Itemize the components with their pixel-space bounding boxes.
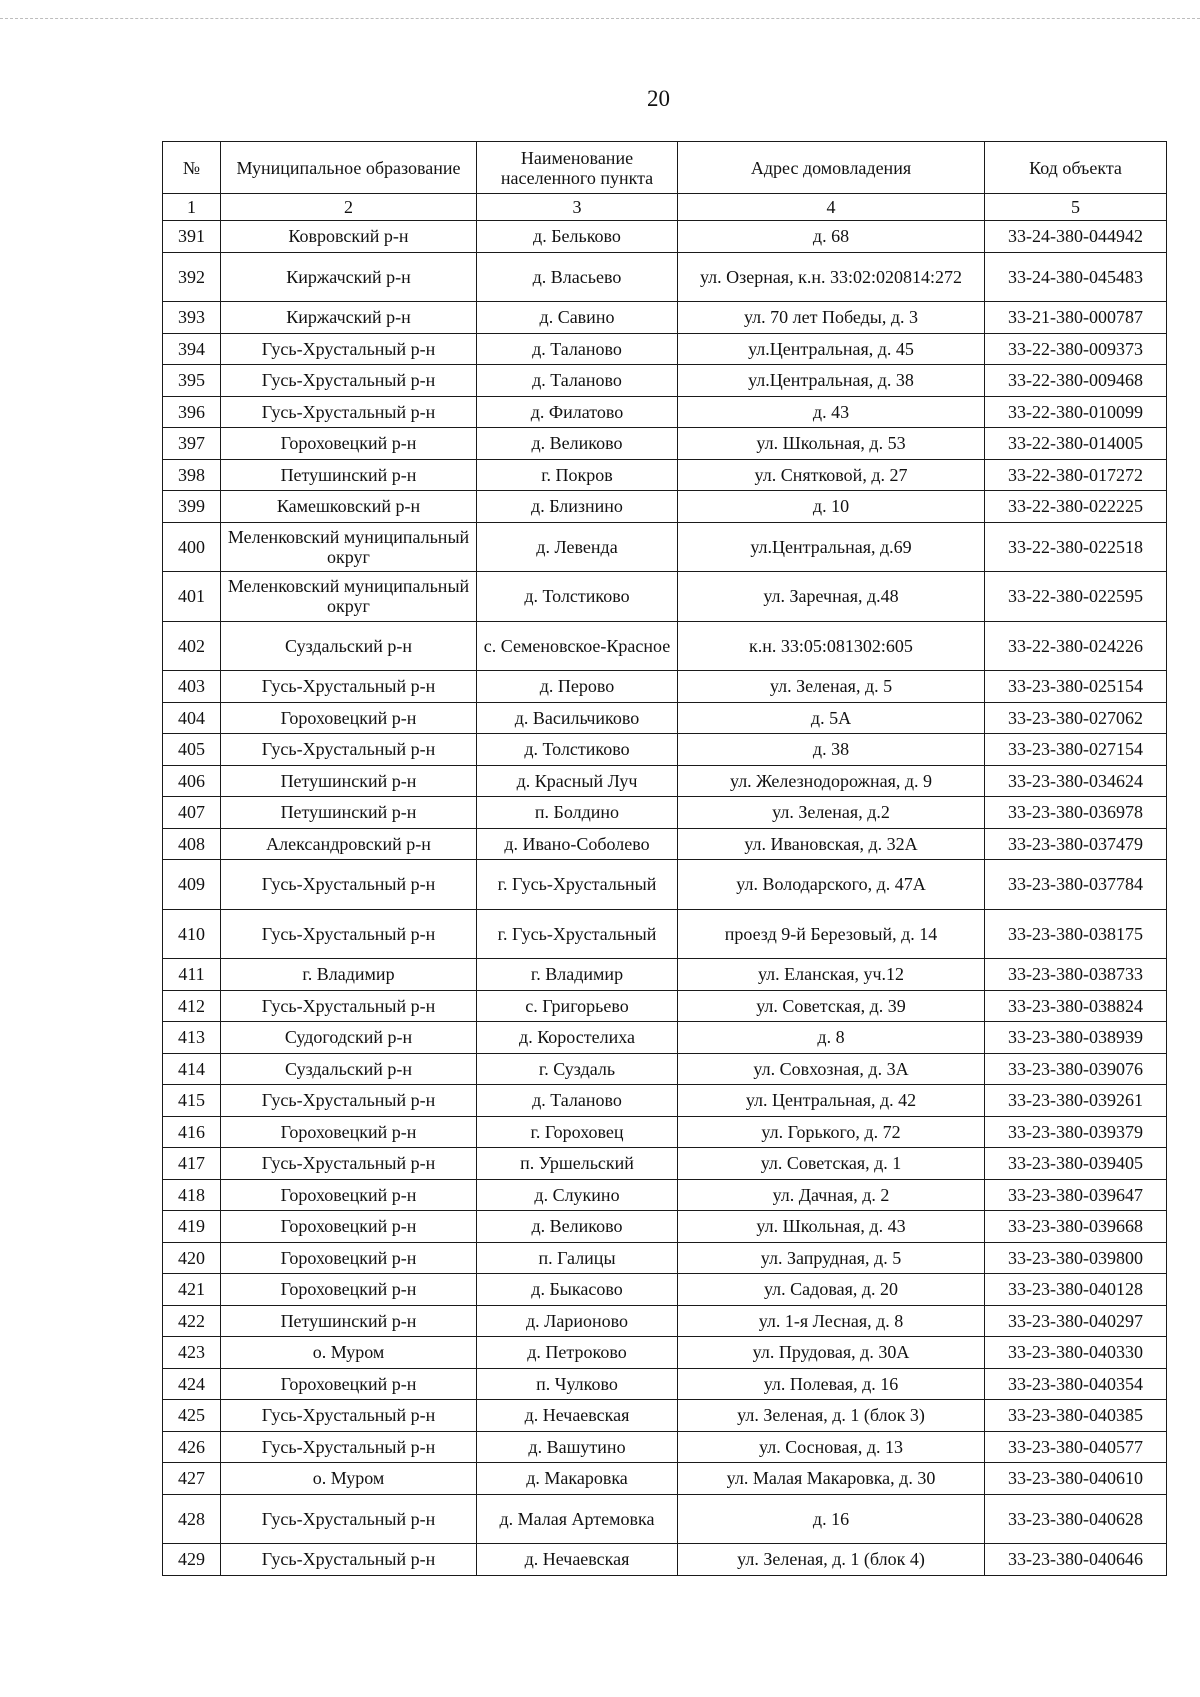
cell-municipality: Гусь-Хрустальный р-н <box>221 333 477 365</box>
cell-municipality: Меленковский муниципальный округ <box>221 572 477 622</box>
table-row <box>163 1274 1167 1306</box>
cell-code: 33-23-380-027062 <box>985 702 1167 734</box>
cell-code: 33-23-380-036978 <box>985 797 1167 829</box>
cell-municipality: Гороховецкий р-н <box>221 1179 477 1211</box>
cell-settlement: с. Семеновское-Красное <box>477 621 678 671</box>
cell-address: ул. Ивановская, д. 32А <box>678 828 985 860</box>
cell-settlement: д. Красный Луч <box>477 765 678 797</box>
cell-number: 419 <box>163 1211 221 1243</box>
cell-address: ул. Совхозная, д. 3А <box>678 1053 985 1085</box>
table-row <box>163 1305 1167 1337</box>
cell-settlement: с. Григорьево <box>477 990 678 1022</box>
cell-municipality: Гороховецкий р-н <box>221 1368 477 1400</box>
cell-number: 397 <box>163 428 221 460</box>
cell-municipality: г. Владимир <box>221 959 477 991</box>
cell-municipality: о. Муром <box>221 1463 477 1495</box>
cell-address: ул. Сосновая, д. 13 <box>678 1431 985 1463</box>
cell-municipality: Суздальский р-н <box>221 1053 477 1085</box>
column-header-address: Адрес домовладения <box>678 142 985 194</box>
column-header-code: Код объекта <box>985 142 1167 194</box>
cell-municipality: Гусь-Хрустальный р-н <box>221 1544 477 1576</box>
cell-address: ул. Малая Макаровка, д. 30 <box>678 1463 985 1495</box>
cell-settlement: д. Близнино <box>477 491 678 523</box>
cell-code: 33-23-380-039379 <box>985 1116 1167 1148</box>
cell-code: 33-22-380-024226 <box>985 621 1167 671</box>
cell-address: ул. Советская, д. 1 <box>678 1148 985 1180</box>
cell-settlement: д. Таланово <box>477 365 678 397</box>
table-row <box>163 959 1167 991</box>
cell-settlement: д. Власьево <box>477 252 678 302</box>
table-row <box>163 428 1167 460</box>
table-row <box>163 860 1167 910</box>
cell-number: 406 <box>163 765 221 797</box>
column-number: 5 <box>985 194 1167 221</box>
table-row <box>163 990 1167 1022</box>
scan-edge-line <box>0 18 1200 19</box>
cell-settlement: д. Слукино <box>477 1179 678 1211</box>
cell-municipality: Петушинский р-н <box>221 797 477 829</box>
cell-municipality: Петушинский р-н <box>221 1305 477 1337</box>
cell-municipality: Киржачский р-н <box>221 302 477 334</box>
cell-number: 405 <box>163 734 221 766</box>
cell-settlement: д. Макаровка <box>477 1463 678 1495</box>
cell-address: к.н. 33:05:081302:605 <box>678 621 985 671</box>
table-row <box>163 333 1167 365</box>
cell-settlement: г. Гусь-Хрустальный <box>477 860 678 910</box>
cell-number: 412 <box>163 990 221 1022</box>
cell-settlement: д. Васильчиково <box>477 702 678 734</box>
cell-address: ул.Центральная, д.69 <box>678 522 985 572</box>
cell-address: ул. 70 лет Победы, д. 3 <box>678 302 985 334</box>
cell-code: 33-23-380-039647 <box>985 1179 1167 1211</box>
cell-address: ул. Железнодорожная, д. 9 <box>678 765 985 797</box>
cell-address: ул. Горького, д. 72 <box>678 1116 985 1148</box>
cell-code: 33-22-380-022595 <box>985 572 1167 622</box>
cell-settlement: д. Савино <box>477 302 678 334</box>
cell-municipality: Гороховецкий р-н <box>221 1211 477 1243</box>
cell-number: 420 <box>163 1242 221 1274</box>
table-row <box>163 671 1167 703</box>
page-number: 20 <box>647 86 670 111</box>
cell-code: 33-23-380-039800 <box>985 1242 1167 1274</box>
cell-number: 394 <box>163 333 221 365</box>
cell-settlement: д. Малая Артемовка <box>477 1494 678 1544</box>
cell-settlement: п. Болдино <box>477 797 678 829</box>
table-row <box>163 797 1167 829</box>
cell-code: 33-22-380-009373 <box>985 333 1167 365</box>
cell-address: ул. Володарского, д. 47А <box>678 860 985 910</box>
table-row <box>163 828 1167 860</box>
cell-address: ул. Полевая, д. 16 <box>678 1368 985 1400</box>
cell-number: 392 <box>163 252 221 302</box>
cell-number: 423 <box>163 1337 221 1369</box>
cell-number: 424 <box>163 1368 221 1400</box>
cell-code: 33-23-380-040646 <box>985 1544 1167 1576</box>
cell-code: 33-23-380-038733 <box>985 959 1167 991</box>
cell-settlement: д. Перово <box>477 671 678 703</box>
cell-number: 395 <box>163 365 221 397</box>
cell-code: 33-23-380-038939 <box>985 1022 1167 1054</box>
table-row <box>163 909 1167 959</box>
cell-settlement: г. Покров <box>477 459 678 491</box>
cell-municipality: Гороховецкий р-н <box>221 702 477 734</box>
cell-number: 414 <box>163 1053 221 1085</box>
cell-settlement: д. Ларионово <box>477 1305 678 1337</box>
cell-code: 33-22-380-010099 <box>985 396 1167 428</box>
column-number: 1 <box>163 194 221 221</box>
cell-address: д. 38 <box>678 734 985 766</box>
table-row <box>163 1053 1167 1085</box>
table-row <box>163 702 1167 734</box>
cell-address: ул. Зеленая, д. 1 (блок 3) <box>678 1400 985 1432</box>
cell-address: ул. Прудовая, д. 30А <box>678 1337 985 1369</box>
cell-number: 391 <box>163 221 221 253</box>
table-row <box>163 1022 1167 1054</box>
table-row <box>163 765 1167 797</box>
cell-code: 33-22-380-022518 <box>985 522 1167 572</box>
table-row <box>163 1179 1167 1211</box>
cell-municipality: Камешковский р-н <box>221 491 477 523</box>
cell-municipality: Петушинский р-н <box>221 765 477 797</box>
cell-municipality: Гусь-Хрустальный р-н <box>221 1148 477 1180</box>
cell-settlement: д. Великово <box>477 428 678 460</box>
table-body <box>163 221 1167 1576</box>
cell-code: 33-23-380-034624 <box>985 765 1167 797</box>
table-row <box>163 1116 1167 1148</box>
table-row <box>163 1431 1167 1463</box>
cell-code: 33-23-380-027154 <box>985 734 1167 766</box>
cell-municipality: Гороховецкий р-н <box>221 428 477 460</box>
table-row <box>163 365 1167 397</box>
registry-table <box>162 141 1167 1576</box>
cell-settlement: д. Толстиково <box>477 572 678 622</box>
cell-number: 422 <box>163 1305 221 1337</box>
cell-municipality: Гусь-Хрустальный р-н <box>221 860 477 910</box>
cell-number: 396 <box>163 396 221 428</box>
cell-settlement: п. Уршельский <box>477 1148 678 1180</box>
cell-address: ул. Советская, д. 39 <box>678 990 985 1022</box>
cell-municipality: Гороховецкий р-н <box>221 1116 477 1148</box>
cell-code: 33-23-380-037784 <box>985 860 1167 910</box>
cell-address: ул. Еланская, уч.12 <box>678 959 985 991</box>
cell-number: 400 <box>163 522 221 572</box>
cell-code: 33-23-380-040577 <box>985 1431 1167 1463</box>
table-row <box>163 1463 1167 1495</box>
cell-number: 418 <box>163 1179 221 1211</box>
cell-settlement: д. Филатово <box>477 396 678 428</box>
cell-code: 33-24-380-044942 <box>985 221 1167 253</box>
cell-settlement: д. Нечаевская <box>477 1544 678 1576</box>
column-number: 2 <box>221 194 477 221</box>
cell-municipality: Гусь-Хрустальный р-н <box>221 365 477 397</box>
column-header-settlement: Наименование населенного пункта <box>477 142 678 194</box>
table-row <box>163 459 1167 491</box>
cell-number: 407 <box>163 797 221 829</box>
cell-number: 413 <box>163 1022 221 1054</box>
cell-address: д. 16 <box>678 1494 985 1544</box>
cell-address: д. 68 <box>678 221 985 253</box>
table-row <box>163 1544 1167 1576</box>
table-row <box>163 522 1167 572</box>
table-row <box>163 302 1167 334</box>
cell-code: 33-22-380-009468 <box>985 365 1167 397</box>
cell-number: 416 <box>163 1116 221 1148</box>
cell-address: ул. Запрудная, д. 5 <box>678 1242 985 1274</box>
cell-code: 33-23-380-039405 <box>985 1148 1167 1180</box>
cell-municipality: Александровский р-н <box>221 828 477 860</box>
cell-number: 409 <box>163 860 221 910</box>
cell-address: д. 5А <box>678 702 985 734</box>
cell-code: 33-23-380-037479 <box>985 828 1167 860</box>
cell-code: 33-23-380-039076 <box>985 1053 1167 1085</box>
column-number-row <box>163 194 1167 221</box>
cell-settlement: г. Гороховец <box>477 1116 678 1148</box>
cell-number: 393 <box>163 302 221 334</box>
cell-settlement: г. Владимир <box>477 959 678 991</box>
table-row <box>163 1085 1167 1117</box>
cell-address: д. 8 <box>678 1022 985 1054</box>
table-row <box>163 1494 1167 1544</box>
table-row <box>163 1337 1167 1369</box>
cell-address: ул. Снятковой, д. 27 <box>678 459 985 491</box>
cell-municipality: Петушинский р-н <box>221 459 477 491</box>
cell-settlement: д. Нечаевская <box>477 1400 678 1432</box>
cell-number: 401 <box>163 572 221 622</box>
cell-settlement: д. Петроково <box>477 1337 678 1369</box>
cell-municipality: Гусь-Хрустальный р-н <box>221 671 477 703</box>
cell-municipality: Гусь-Хрустальный р-н <box>221 990 477 1022</box>
table-row <box>163 1211 1167 1243</box>
column-header-number: № <box>163 142 221 194</box>
cell-address: ул. Зеленая, д. 5 <box>678 671 985 703</box>
cell-municipality: Гусь-Хрустальный р-н <box>221 909 477 959</box>
cell-address: д. 43 <box>678 396 985 428</box>
header-row <box>163 142 1167 194</box>
cell-number: 428 <box>163 1494 221 1544</box>
cell-address: ул. Дачная, д. 2 <box>678 1179 985 1211</box>
cell-number: 410 <box>163 909 221 959</box>
cell-municipality: Суздальский р-н <box>221 621 477 671</box>
cell-code: 33-23-380-040297 <box>985 1305 1167 1337</box>
cell-address: ул. Школьная, д. 43 <box>678 1211 985 1243</box>
cell-address: ул. Зеленая, д. 1 (блок 4) <box>678 1544 985 1576</box>
cell-address: д. 10 <box>678 491 985 523</box>
cell-settlement: д. Коростелиха <box>477 1022 678 1054</box>
cell-number: 402 <box>163 621 221 671</box>
table-row <box>163 1148 1167 1180</box>
cell-municipality: Гороховецкий р-н <box>221 1242 477 1274</box>
cell-municipality: Судогодский р-н <box>221 1022 477 1054</box>
table-row <box>163 491 1167 523</box>
cell-number: 427 <box>163 1463 221 1495</box>
cell-number: 429 <box>163 1544 221 1576</box>
cell-code: 33-23-380-040610 <box>985 1463 1167 1495</box>
table-row <box>163 1242 1167 1274</box>
cell-number: 426 <box>163 1431 221 1463</box>
cell-code: 33-23-380-040128 <box>985 1274 1167 1306</box>
cell-municipality: Гороховецкий р-н <box>221 1274 477 1306</box>
cell-number: 411 <box>163 959 221 991</box>
cell-settlement: д. Бельково <box>477 221 678 253</box>
table-row <box>163 396 1167 428</box>
cell-municipality: Гусь-Хрустальный р-н <box>221 1431 477 1463</box>
cell-code: 33-23-380-040628 <box>985 1494 1167 1544</box>
cell-number: 399 <box>163 491 221 523</box>
cell-code: 33-21-380-000787 <box>985 302 1167 334</box>
cell-settlement: п. Галицы <box>477 1242 678 1274</box>
cell-address: ул. Заречная, д.48 <box>678 572 985 622</box>
cell-code: 33-22-380-014005 <box>985 428 1167 460</box>
cell-number: 421 <box>163 1274 221 1306</box>
table-row <box>163 572 1167 622</box>
cell-code: 33-23-380-039668 <box>985 1211 1167 1243</box>
table-row <box>163 252 1167 302</box>
cell-settlement: г. Гусь-Хрустальный <box>477 909 678 959</box>
cell-municipality: Гусь-Хрустальный р-н <box>221 734 477 766</box>
cell-municipality: о. Муром <box>221 1337 477 1369</box>
cell-municipality: Гусь-Хрустальный р-н <box>221 396 477 428</box>
cell-address: ул. Садовая, д. 20 <box>678 1274 985 1306</box>
column-number: 3 <box>477 194 678 221</box>
cell-address: ул. 1-я Лесная, д. 8 <box>678 1305 985 1337</box>
cell-municipality: Ковровский р-н <box>221 221 477 253</box>
cell-number: 404 <box>163 702 221 734</box>
cell-settlement: д. Таланово <box>477 1085 678 1117</box>
cell-code: 33-23-380-040330 <box>985 1337 1167 1369</box>
cell-address: ул.Центральная, д. 45 <box>678 333 985 365</box>
cell-code: 33-23-380-038824 <box>985 990 1167 1022</box>
cell-number: 398 <box>163 459 221 491</box>
cell-code: 33-24-380-045483 <box>985 252 1167 302</box>
cell-number: 425 <box>163 1400 221 1432</box>
table-row <box>163 221 1167 253</box>
cell-settlement: д. Быкасово <box>477 1274 678 1306</box>
cell-municipality: Киржачский р-н <box>221 252 477 302</box>
cell-address: ул. Озерная, к.н. 33:02:020814:272 <box>678 252 985 302</box>
cell-code: 33-23-380-039261 <box>985 1085 1167 1117</box>
cell-code: 33-22-380-017272 <box>985 459 1167 491</box>
cell-number: 415 <box>163 1085 221 1117</box>
cell-settlement: п. Чулково <box>477 1368 678 1400</box>
cell-number: 417 <box>163 1148 221 1180</box>
cell-address: проезд 9-й Березовый, д. 14 <box>678 909 985 959</box>
cell-address: ул. Центральная, д. 42 <box>678 1085 985 1117</box>
cell-municipality: Гусь-Хрустальный р-н <box>221 1085 477 1117</box>
cell-code: 33-23-380-038175 <box>985 909 1167 959</box>
column-number: 4 <box>678 194 985 221</box>
cell-address: ул. Зеленая, д.2 <box>678 797 985 829</box>
cell-settlement: д. Вашутино <box>477 1431 678 1463</box>
cell-code: 33-22-380-022225 <box>985 491 1167 523</box>
cell-settlement: д. Ивано-Соболево <box>477 828 678 860</box>
cell-settlement: д. Таланово <box>477 333 678 365</box>
cell-settlement: д. Великово <box>477 1211 678 1243</box>
cell-address: ул. Школьная, д. 53 <box>678 428 985 460</box>
cell-code: 33-23-380-040385 <box>985 1400 1167 1432</box>
cell-code: 33-23-380-025154 <box>985 671 1167 703</box>
cell-settlement: д. Левенда <box>477 522 678 572</box>
table-row <box>163 734 1167 766</box>
table-row <box>163 621 1167 671</box>
cell-number: 408 <box>163 828 221 860</box>
cell-number: 403 <box>163 671 221 703</box>
cell-settlement: д. Толстиково <box>477 734 678 766</box>
table-row <box>163 1400 1167 1432</box>
column-header-municipality: Муниципальное образование <box>221 142 477 194</box>
cell-address: ул.Центральная, д. 38 <box>678 365 985 397</box>
cell-municipality: Гусь-Хрустальный р-н <box>221 1400 477 1432</box>
table-row <box>163 1368 1167 1400</box>
cell-settlement: г. Суздаль <box>477 1053 678 1085</box>
cell-code: 33-23-380-040354 <box>985 1368 1167 1400</box>
cell-municipality: Гусь-Хрустальный р-н <box>221 1494 477 1544</box>
cell-municipality: Меленковский муниципальный округ <box>221 522 477 572</box>
